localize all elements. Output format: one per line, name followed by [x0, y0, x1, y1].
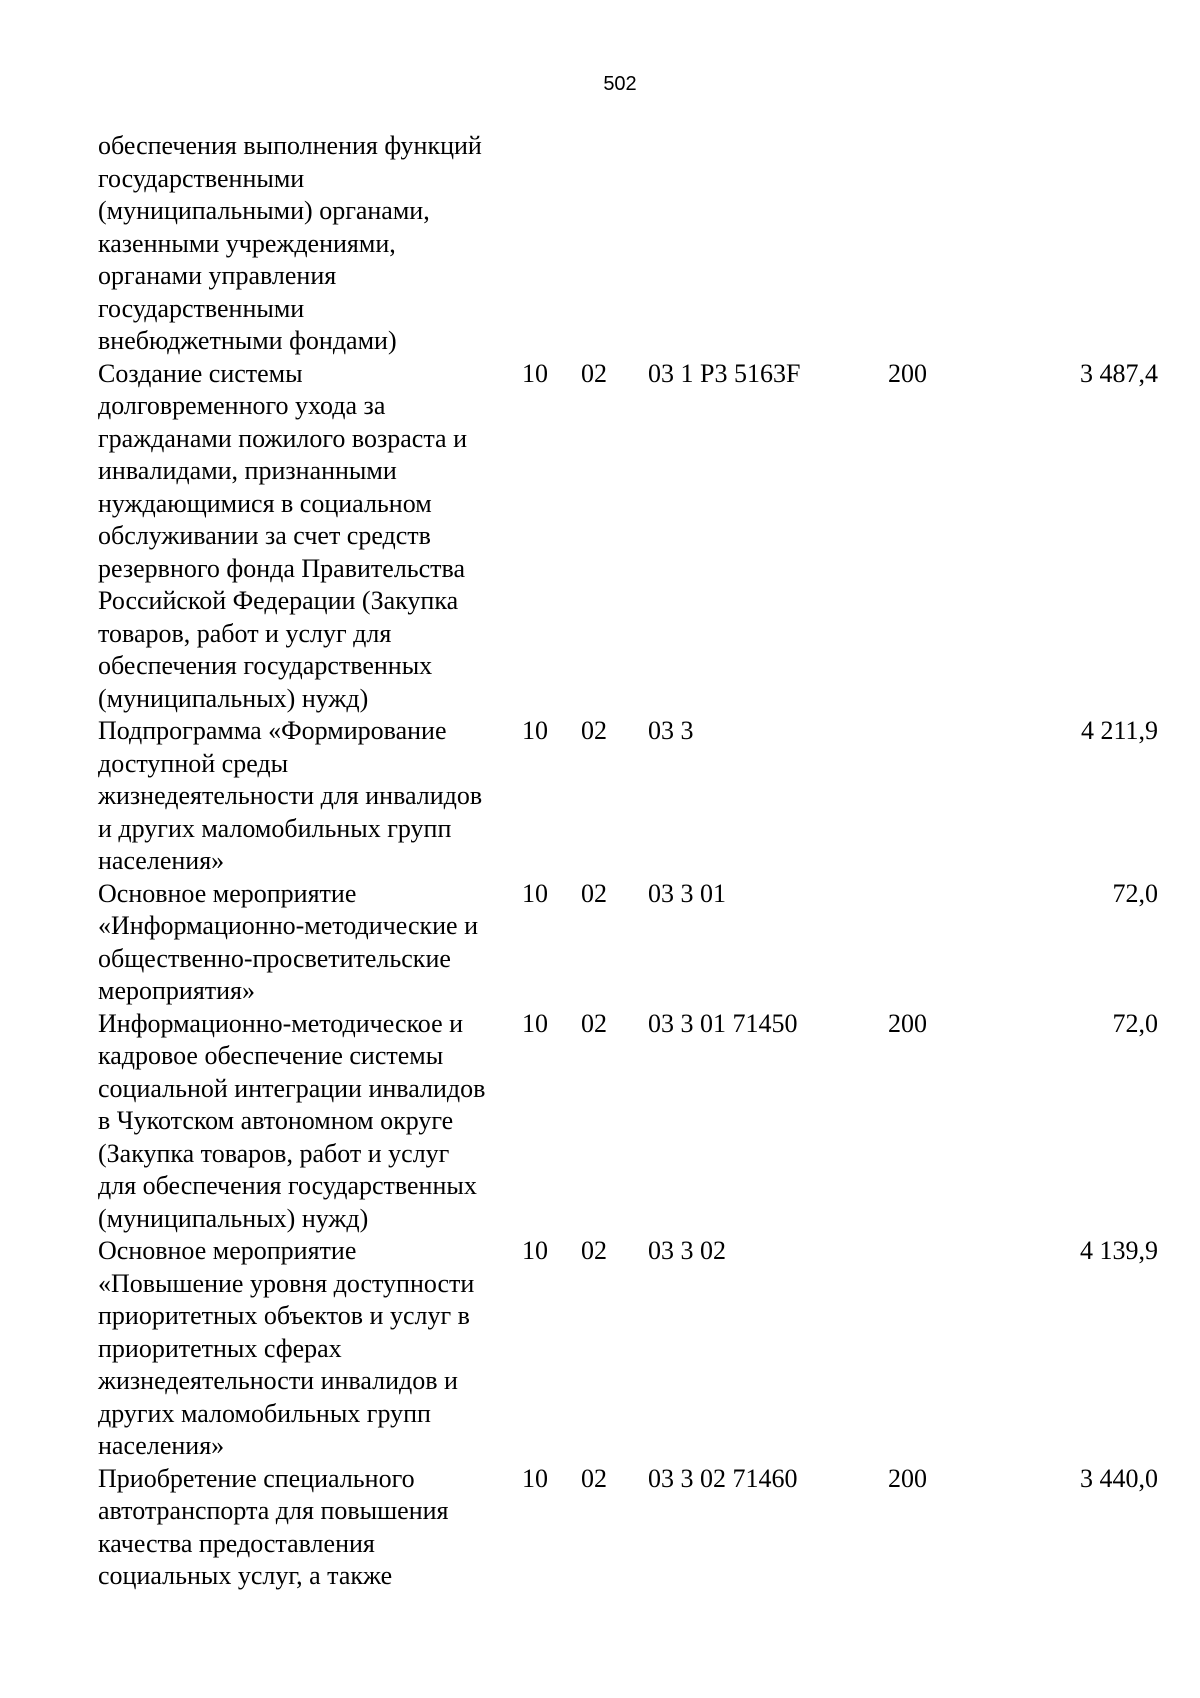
row-subsection: 02 [581, 1236, 607, 1265]
row-expense-type: 200 [888, 1008, 927, 1038]
row-name: Создание системы долговременного ухода за гражданами пожилого возраста и инвалидами, признанными нуждающимися в социальном обслуживании за счет средств резервного фонда Правительства Российской Федерации (Закупка товаров, работ и услуг для обеспечения государственных (муниципальных) нужд) [98, 358, 467, 713]
row-subsection: 02 [581, 358, 607, 388]
row-expense-type: 200 [888, 1463, 927, 1493]
table-row [98, 715, 1158, 878]
row-subsection: 02 [581, 1008, 607, 1038]
row-name: обеспечения выполнения функций государственными (муниципальными) органами, казенными учреждениями, органами управления государственными внебюджетными фондами) [98, 131, 482, 355]
row-target-article: 03 1 P3 5163F [648, 358, 801, 388]
row-amount: 4 211,9 [1080, 716, 1158, 745]
row-name: Приобретение специального автотранспорта для повышения качества предоставления социальных услуг, а также [98, 1463, 449, 1590]
row-amount: 72,0 [1112, 1008, 1158, 1038]
row-amount: 4 139,9 [1080, 1236, 1158, 1265]
table-row [98, 878, 1158, 1008]
row-section: 10 [522, 1008, 548, 1038]
row-section: 10 [522, 358, 548, 388]
table-row [98, 1235, 1158, 1463]
row-amount: 3 487,4 [1080, 358, 1158, 388]
row-section: 10 [522, 1463, 548, 1493]
row-section: 10 [522, 716, 548, 745]
row-name: Информационно-методическое и кадровое обеспечение системы социальной интеграции инвалидов в Чукотском автономном округе (Закупка товаров, работ и услуг для обеспечения государственных (муниципальных) нужд) [98, 1008, 486, 1233]
row-name: Подпрограмма «Формирование доступной среды жизнедеятельности для инвалидов и других маломобильных групп населения» [98, 716, 483, 875]
row-subsection: 02 [581, 716, 607, 745]
row-amount: 72,0 [1112, 878, 1158, 908]
table-row [98, 130, 1158, 358]
table-row [98, 1008, 1158, 1236]
row-target-article: 03 3 01 [648, 878, 726, 908]
row-name: Основное мероприятие «Повышение уровня доступности приоритетных объектов и услуг в приоритетных сферах жизнедеятельности инвалидов и других маломобильных групп населения» [98, 1236, 475, 1460]
row-section: 10 [522, 878, 548, 908]
row-name: Основное мероприятие «Информационно-методические и общественно-просветительские мероприятия» [98, 878, 478, 1005]
row-expense-type: 200 [888, 358, 927, 388]
row-subsection: 02 [581, 878, 607, 908]
row-target-article: 03 3 02 71460 [648, 1463, 798, 1493]
row-target-article: 03 3 02 [648, 1236, 726, 1265]
row-section: 10 [522, 1236, 548, 1265]
page-number: 502 [603, 73, 637, 95]
row-subsection: 02 [581, 1463, 607, 1493]
table-row [98, 358, 1158, 716]
budget-table [98, 130, 1158, 1593]
table-row [98, 1463, 1158, 1593]
row-amount: 3 440,0 [1080, 1463, 1158, 1493]
row-target-article: 03 3 01 71450 [648, 1008, 798, 1038]
row-target-article: 03 3 [648, 716, 694, 745]
